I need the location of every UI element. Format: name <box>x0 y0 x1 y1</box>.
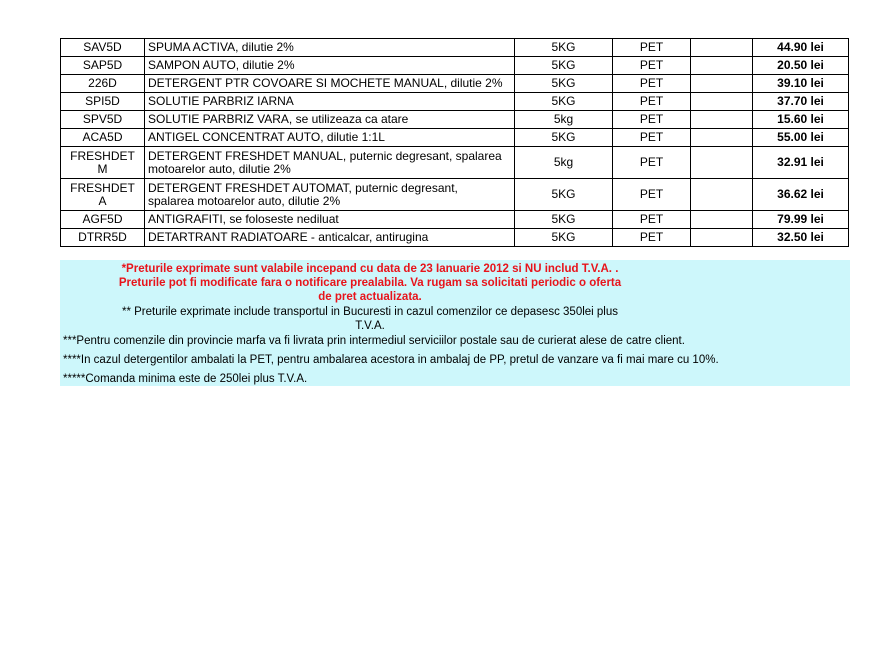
empty-cell <box>691 75 753 93</box>
empty-cell <box>691 147 753 179</box>
product-description-line: DETERGENT FRESHDET MANUAL, puternic degresant, spalarea <box>148 148 502 163</box>
product-price: 32.91 lei <box>753 147 849 179</box>
table-row <box>61 111 849 129</box>
product-packaging: PET <box>613 75 691 93</box>
product-description: SPUMA ACTIVA, dilutie 2% <box>145 39 515 57</box>
product-packaging: PET <box>613 179 691 211</box>
empty-cell <box>691 211 753 229</box>
product-packaging: PET <box>613 211 691 229</box>
product-price: 79.99 lei <box>753 211 849 229</box>
product-quantity: 5KG <box>515 57 613 75</box>
product-price: 39.10 lei <box>753 75 849 93</box>
product-quantity: 5kg <box>515 111 613 129</box>
table-row <box>61 211 849 229</box>
table-row <box>61 75 849 93</box>
product-code-line: FRESHDET <box>70 180 135 195</box>
product-packaging: PET <box>613 129 691 147</box>
product-description-line: spalarea motoarelor auto, dilutie 2% <box>148 193 341 208</box>
empty-cell <box>691 111 753 129</box>
product-description: SAMPON AUTO, dilutie 2% <box>145 57 515 75</box>
product-code: SPI5D <box>61 93 145 111</box>
product-description: ANTIGRAFITI, se foloseste nediluat <box>145 211 515 229</box>
product-description: ANTIGEL CONCENTRAT AUTO, dilutie 1:1L <box>145 129 515 147</box>
product-price: 55.00 lei <box>753 129 849 147</box>
product-code-line: FRESHDET <box>70 148 135 163</box>
product-packaging: PET <box>613 229 691 247</box>
product-packaging: PET <box>613 147 691 179</box>
transport-note: ** Preturile exprimate include transportul in Bucuresti in cazul comenzilor ce depasesc 350lei plus <box>121 306 619 318</box>
product-price: 37.70 lei <box>753 93 849 111</box>
product-packaging: PET <box>613 39 691 57</box>
product-quantity: 5KG <box>515 211 613 229</box>
product-code <box>61 179 145 211</box>
validity-note: de pret actualizata. <box>318 291 422 303</box>
product-quantity: 5KG <box>515 75 613 93</box>
product-description: SOLUTIE PARBRIZ VARA, se utilizeaza ca atare <box>145 111 515 129</box>
product-description-line: DETERGENT FRESHDET AUTOMAT, puternic degresant, <box>148 180 458 195</box>
product-packaging: PET <box>613 57 691 75</box>
product-code <box>61 147 145 179</box>
product-code: DTRR5D <box>61 229 145 247</box>
transport-note: T.V.A. <box>355 320 385 332</box>
table-row <box>61 179 849 211</box>
product-code: AGF5D <box>61 211 145 229</box>
product-quantity: 5KG <box>515 93 613 111</box>
empty-cell <box>691 39 753 57</box>
product-description-line: motoarelor auto, dilutie 2% <box>148 161 291 176</box>
empty-cell <box>691 179 753 211</box>
table-row <box>61 229 849 247</box>
product-description: DETERGENT PTR COVOARE SI MOCHETE MANUAL, dilutie 2% <box>145 75 515 93</box>
empty-cell <box>691 93 753 111</box>
product-code: 226D <box>61 75 145 93</box>
product-description <box>145 179 515 211</box>
product-quantity: 5KG <box>515 129 613 147</box>
product-packaging: PET <box>613 111 691 129</box>
product-code: SAV5D <box>61 39 145 57</box>
empty-cell <box>691 57 753 75</box>
minimum-order-note: *****Comanda minima este de 250lei plus T.V.A. <box>63 373 308 385</box>
product-packaging: PET <box>613 93 691 111</box>
table-row <box>61 147 849 179</box>
product-price: 36.62 lei <box>753 179 849 211</box>
price-table <box>60 38 849 247</box>
product-quantity: 5KG <box>515 39 613 57</box>
province-note: ***Pentru comenzile din provincie marfa va fi livrata prin intermediul serviciilor postale sau de curierat alese de catre client. <box>63 335 685 347</box>
table-row <box>61 39 849 57</box>
product-code: ACA5D <box>61 129 145 147</box>
validity-note: Preturile pot fi modificate fara o notificare prealabila. Va rugam sa solicitati periodic o oferta <box>118 277 622 289</box>
product-code-line: M <box>97 161 108 176</box>
product-price: 20.50 lei <box>753 57 849 75</box>
product-code: SPV5D <box>61 111 145 129</box>
table-row <box>61 129 849 147</box>
product-quantity: 5KG <box>515 179 613 211</box>
notes-box <box>60 260 850 386</box>
product-price: 44.90 lei <box>753 39 849 57</box>
empty-cell <box>691 129 753 147</box>
product-code: SAP5D <box>61 57 145 75</box>
product-quantity: 5KG <box>515 229 613 247</box>
product-description: SOLUTIE PARBRIZ IARNA <box>145 93 515 111</box>
product-price: 32.50 lei <box>753 229 849 247</box>
validity-note: *Preturile exprimate sunt valabile incepand cu data de 23 Ianuarie 2012 si NU includ T.V.A. . <box>121 263 619 275</box>
table-row <box>61 57 849 75</box>
product-description <box>145 147 515 179</box>
table-row <box>61 93 849 111</box>
product-price: 15.60 lei <box>753 111 849 129</box>
packaging-note: ****In cazul detergentilor ambalati la PET, pentru ambalarea acestora in ambalaj de PP, pretul de vanzare va fi mai mare cu 10%. <box>63 354 719 366</box>
product-code-line: A <box>98 193 107 208</box>
empty-cell <box>691 229 753 247</box>
product-quantity: 5kg <box>515 147 613 179</box>
product-description: DETARTRANT RADIATOARE - anticalcar, antirugina <box>145 229 515 247</box>
